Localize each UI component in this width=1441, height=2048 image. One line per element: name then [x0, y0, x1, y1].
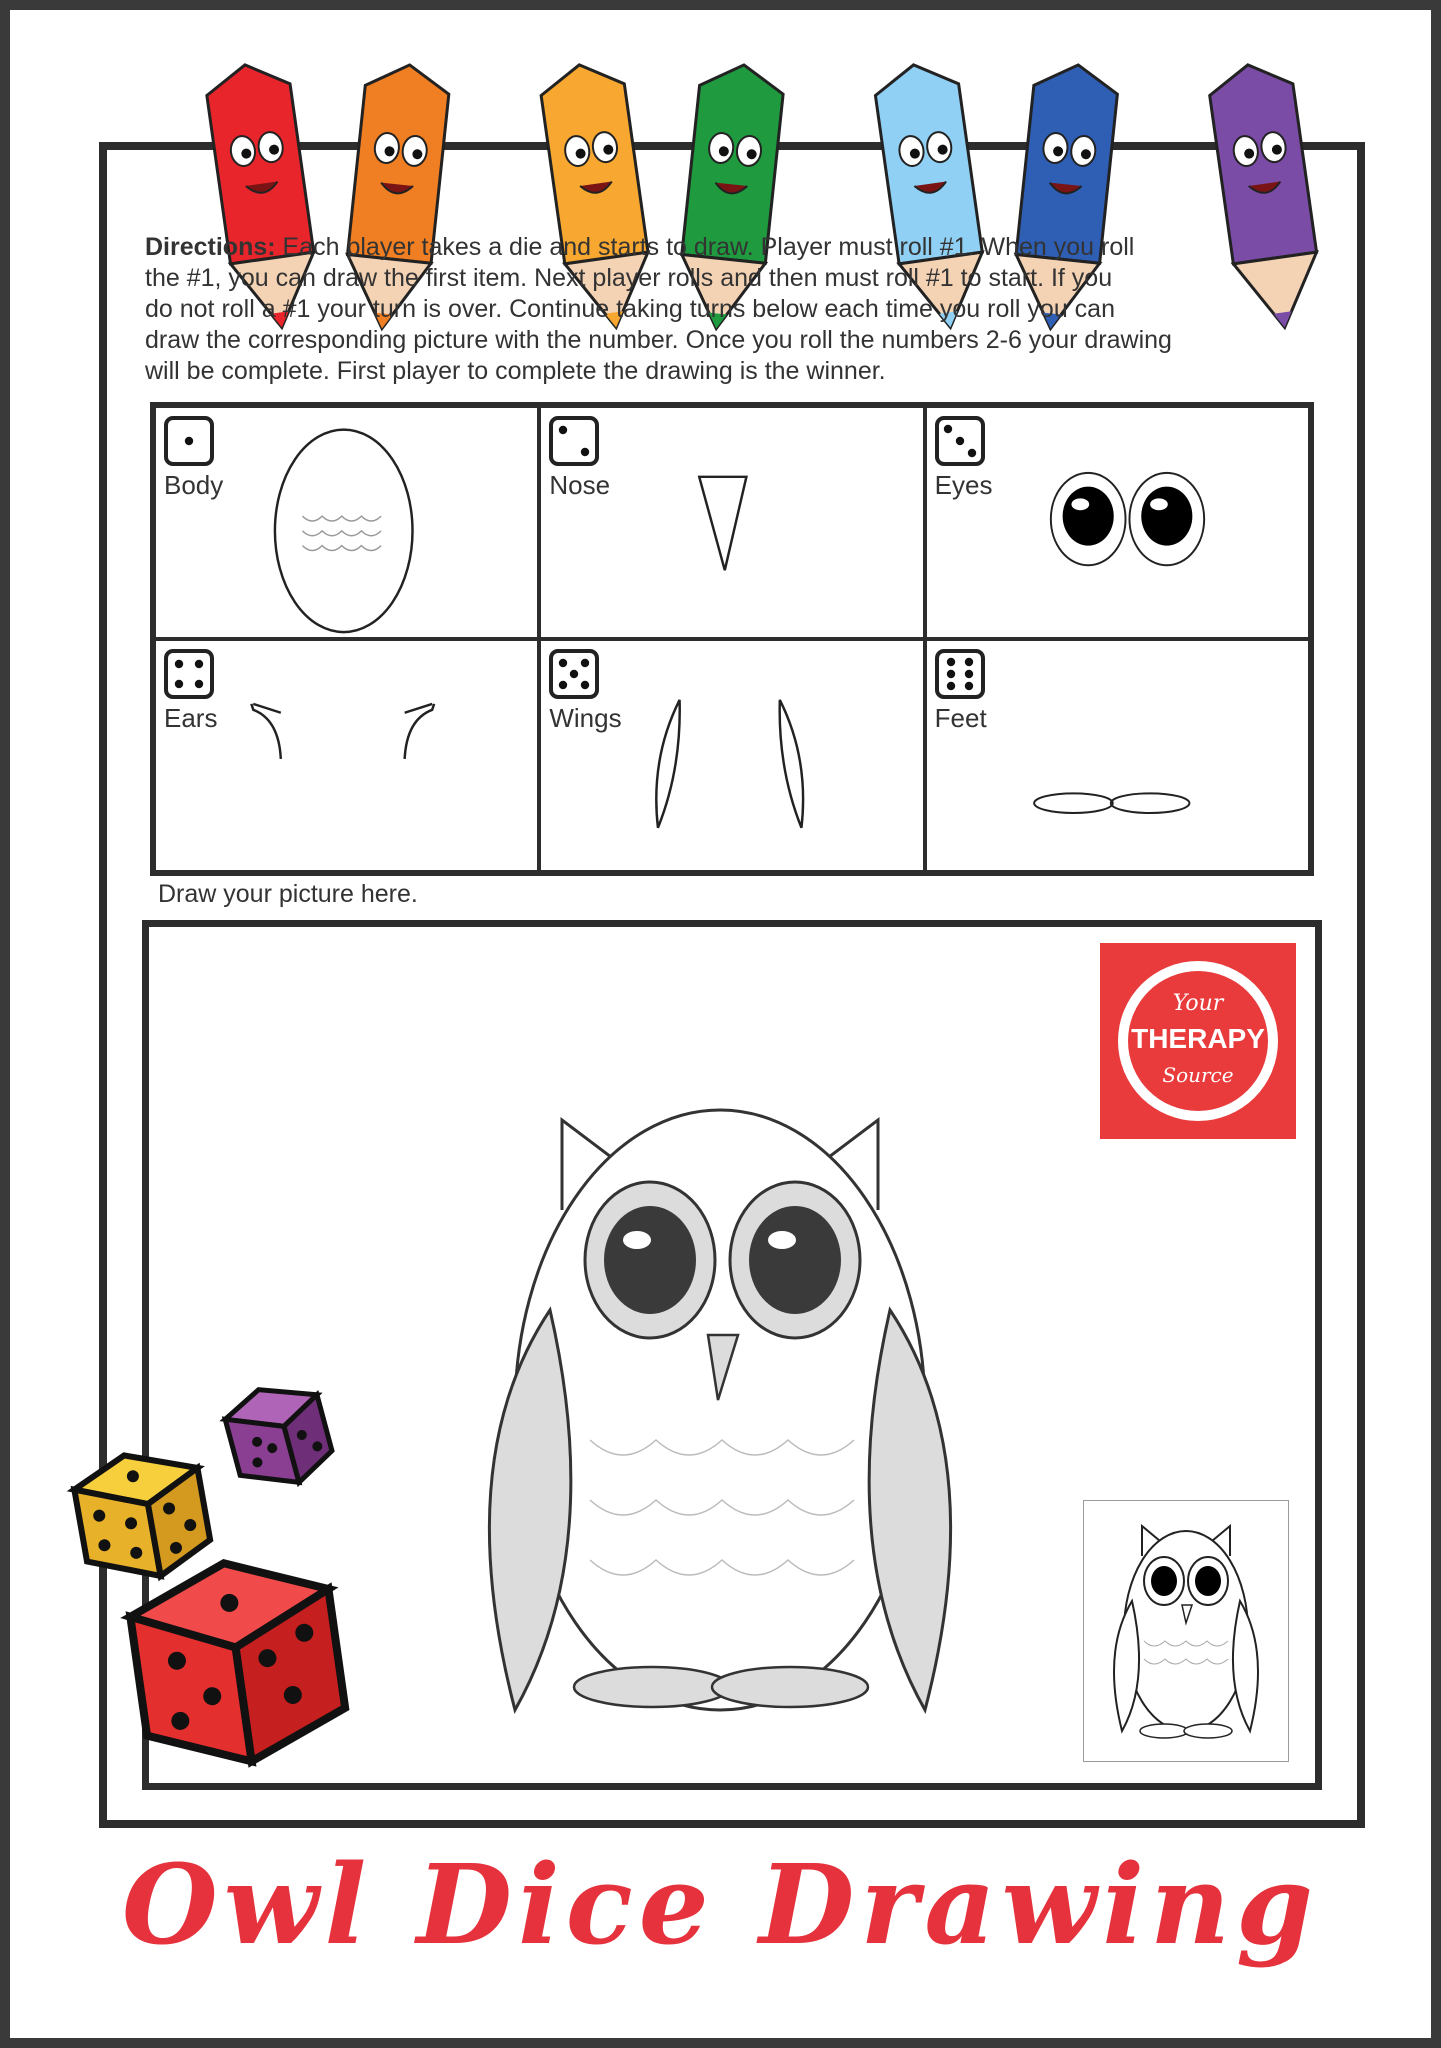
parts-grid [150, 402, 1314, 876]
dice-illustration-icon [55, 1380, 375, 1800]
directions-line: will be complete. First player to complete the drawing is the winner. [145, 357, 886, 385]
directions-text [145, 232, 1315, 387]
body-egg-icon [156, 408, 537, 637]
part-cell-nose [539, 406, 924, 639]
part-label: Body [164, 470, 224, 500]
eyes-icon [927, 408, 1308, 637]
part-cell-eyes [925, 406, 1310, 639]
logo-source: Source [1162, 1063, 1234, 1087]
part-label: Feet [934, 703, 987, 733]
part-cell-feet [925, 639, 1310, 872]
part-cell-body [154, 406, 539, 639]
page-title: Owl Dice Drawing [121, 1840, 1320, 1969]
directions-lead: Directions: [145, 233, 276, 261]
owl-illustration-icon [440, 1010, 1000, 1730]
part-label: Ears [164, 703, 218, 733]
wings-icon [541, 641, 922, 870]
ears-icon [156, 641, 537, 870]
therapy-source-logo [1100, 943, 1296, 1139]
part-label: Nose [549, 470, 611, 500]
part-cell-ears [154, 639, 539, 872]
part-label: Eyes [934, 470, 993, 500]
logo-your: Your [1172, 991, 1224, 1016]
nose-triangle-icon [541, 408, 922, 637]
directions-line: draw the corresponding picture with the number. Once you roll the numbers 2-6 your drawing [145, 326, 1172, 354]
draw-here-label: Draw your picture here. [158, 880, 418, 908]
logo-therapy: THERAPY [1131, 1023, 1265, 1054]
part-label: Wings [549, 703, 622, 733]
directions-line: the #1, you can draw the first item. Next player rolls and then must roll #1 to start. If you [145, 264, 1113, 292]
feet-icon [927, 641, 1308, 870]
directions-line: Each player takes a die and starts to draw. Player must roll #1. When you roll [282, 233, 1135, 261]
directions-line: do not roll a #1 your turn is over. Continue taking turns below each time you roll you can [145, 295, 1115, 323]
sample-owl-thumbnail [1083, 1500, 1289, 1762]
part-cell-wings [539, 639, 924, 872]
owl-thumbnail-icon [1084, 1501, 1288, 1761]
